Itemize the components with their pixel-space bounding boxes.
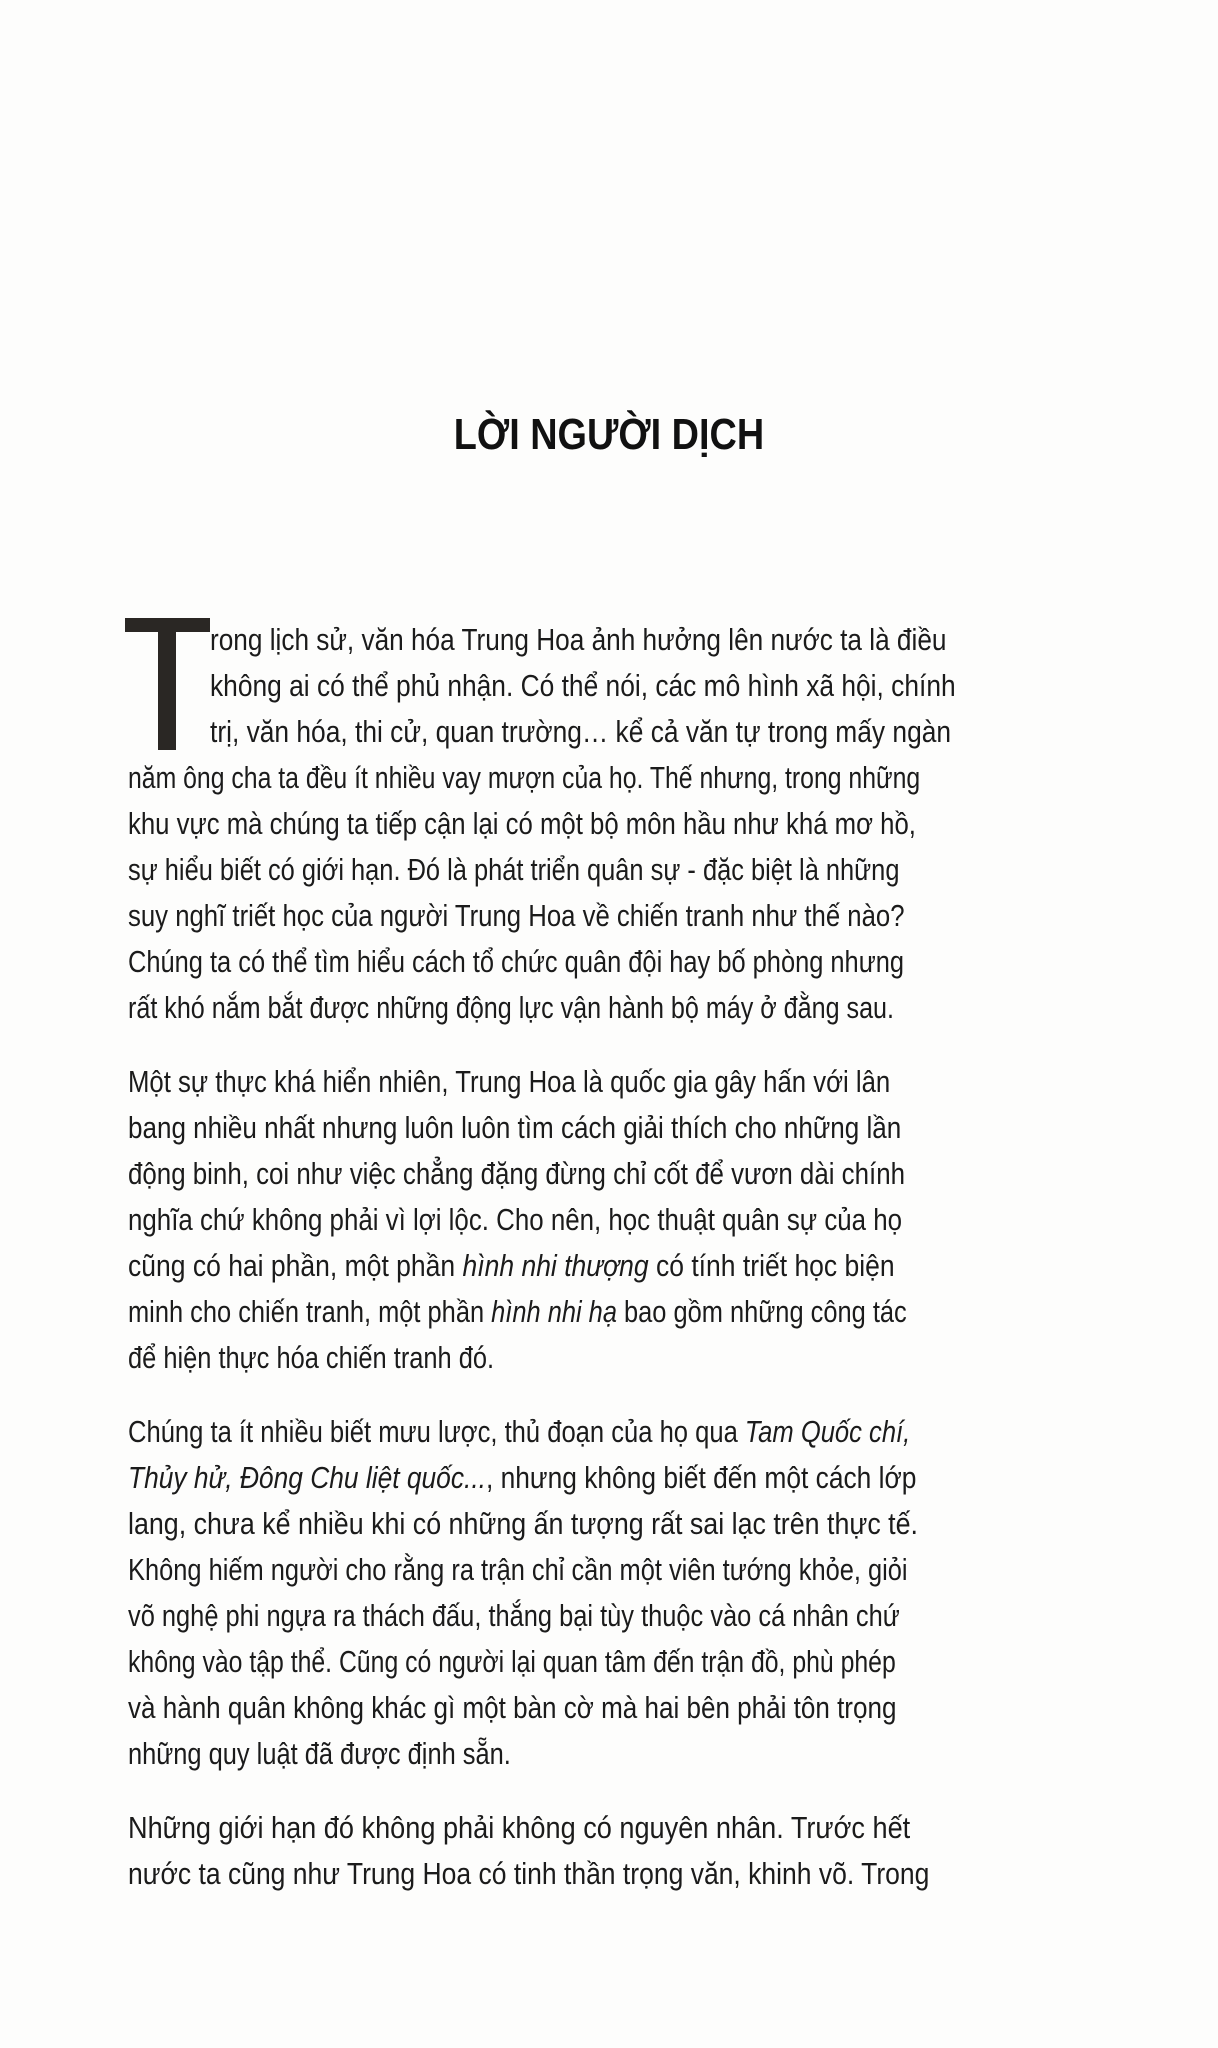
text-run: có tính triết học biện xyxy=(648,1248,895,1283)
text-line: và hành quân không khác gì một bàn cờ mà hai bên phải tôn trọng xyxy=(128,1690,897,1725)
text-line: động binh, coi như việc chẳng đặng đừng chỉ cốt để vươn dài chính xyxy=(128,1156,905,1191)
italic-term: hình nhi thượng xyxy=(462,1248,649,1283)
text-line: võ nghệ phi ngựa ra thách đấu, thắng bại tùy thuộc vào cá nhân chứ xyxy=(128,1598,900,1633)
italic-term: hình nhi hạ xyxy=(491,1294,617,1329)
text-line xyxy=(128,1458,916,1498)
text-line: lang, chưa kể nhiều khi có những ấn tượng rất sai lạc trên thực tế. xyxy=(128,1506,919,1541)
text-line: năm ông cha ta đều ít nhiều vay mượn của họ. Thế nhưng, trong những xyxy=(128,760,921,795)
text-line: Chúng ta có thể tìm hiểu cách tổ chức quân đội hay bố phòng nhưng xyxy=(128,944,904,979)
text-line: nước ta cũng như Trung Hoa có tinh thần trọng văn, khinh võ. Trong xyxy=(128,1856,930,1891)
text-line xyxy=(128,1292,907,1332)
text-run: Chúng ta ít nhiều biết mưu lược, thủ đoạn của họ qua xyxy=(128,1414,745,1449)
text-line: không ai có thể phủ nhận. Có thể nói, các mô hình xã hội, chính xyxy=(210,668,956,703)
page-title: LỜI NGƯỜI DỊCH xyxy=(453,410,765,459)
text-run: bao gồm những công tác xyxy=(616,1294,907,1329)
text-line: để hiện thực hóa chiến tranh đó. xyxy=(128,1340,495,1375)
text-run: cũng có hai phần, một phần xyxy=(128,1248,463,1283)
text-run: minh cho chiến tranh, một phần xyxy=(128,1294,492,1329)
text-run: , nhưng không biết đến một cách lớp xyxy=(485,1460,917,1495)
text-line xyxy=(128,1412,910,1452)
text-line: khu vực mà chúng ta tiếp cận lại có một bộ môn hầu như khá mơ hồ, xyxy=(128,806,916,841)
text-line: suy nghĩ triết học của người Trung Hoa về chiến tranh như thế nào? xyxy=(128,898,905,933)
text-line: không vào tập thể. Cũng có người lại quan tâm đến trận đồ, phù phép xyxy=(128,1644,896,1679)
drop-cap-stem xyxy=(158,618,176,750)
text-line: sự hiểu biết có giới hạn. Đó là phát triển quân sự - đặc biệt là những xyxy=(128,852,900,887)
drop-cap-t xyxy=(125,618,210,750)
text-line: Một sự thực khá hiển nhiên, Trung Hoa là quốc gia gây hấn với lân xyxy=(128,1064,891,1099)
text-line xyxy=(128,1246,895,1286)
text-line: những quy luật đã được định sẵn. xyxy=(128,1736,511,1771)
text-line: nghĩa chứ không phải vì lợi lộc. Cho nên, học thuật quân sự của họ xyxy=(128,1202,903,1237)
text-line: bang nhiều nhất nhưng luôn luôn tìm cách giải thích cho những lần xyxy=(128,1110,902,1145)
italic-book-title: Tam Quốc chí, xyxy=(744,1414,911,1449)
text-line: rất khó nắm bắt được những động lực vận hành bộ máy ở đằng sau. xyxy=(128,990,894,1025)
italic-book-titles: Thủy hử, Đông Chu liệt quốc... xyxy=(128,1460,486,1495)
text-line: Không hiếm người cho rằng ra trận chỉ cần một viên tướng khỏe, giỏi xyxy=(128,1552,908,1587)
text-line: Những giới hạn đó không phải không có nguyên nhân. Trước hết xyxy=(128,1810,911,1845)
text-line: trị, văn hóa, thi cử, quan trường… kể cả văn tự trong mấy ngàn xyxy=(210,714,952,749)
text-line: rong lịch sử, văn hóa Trung Hoa ảnh hưởng lên nước ta là điều xyxy=(210,622,947,657)
